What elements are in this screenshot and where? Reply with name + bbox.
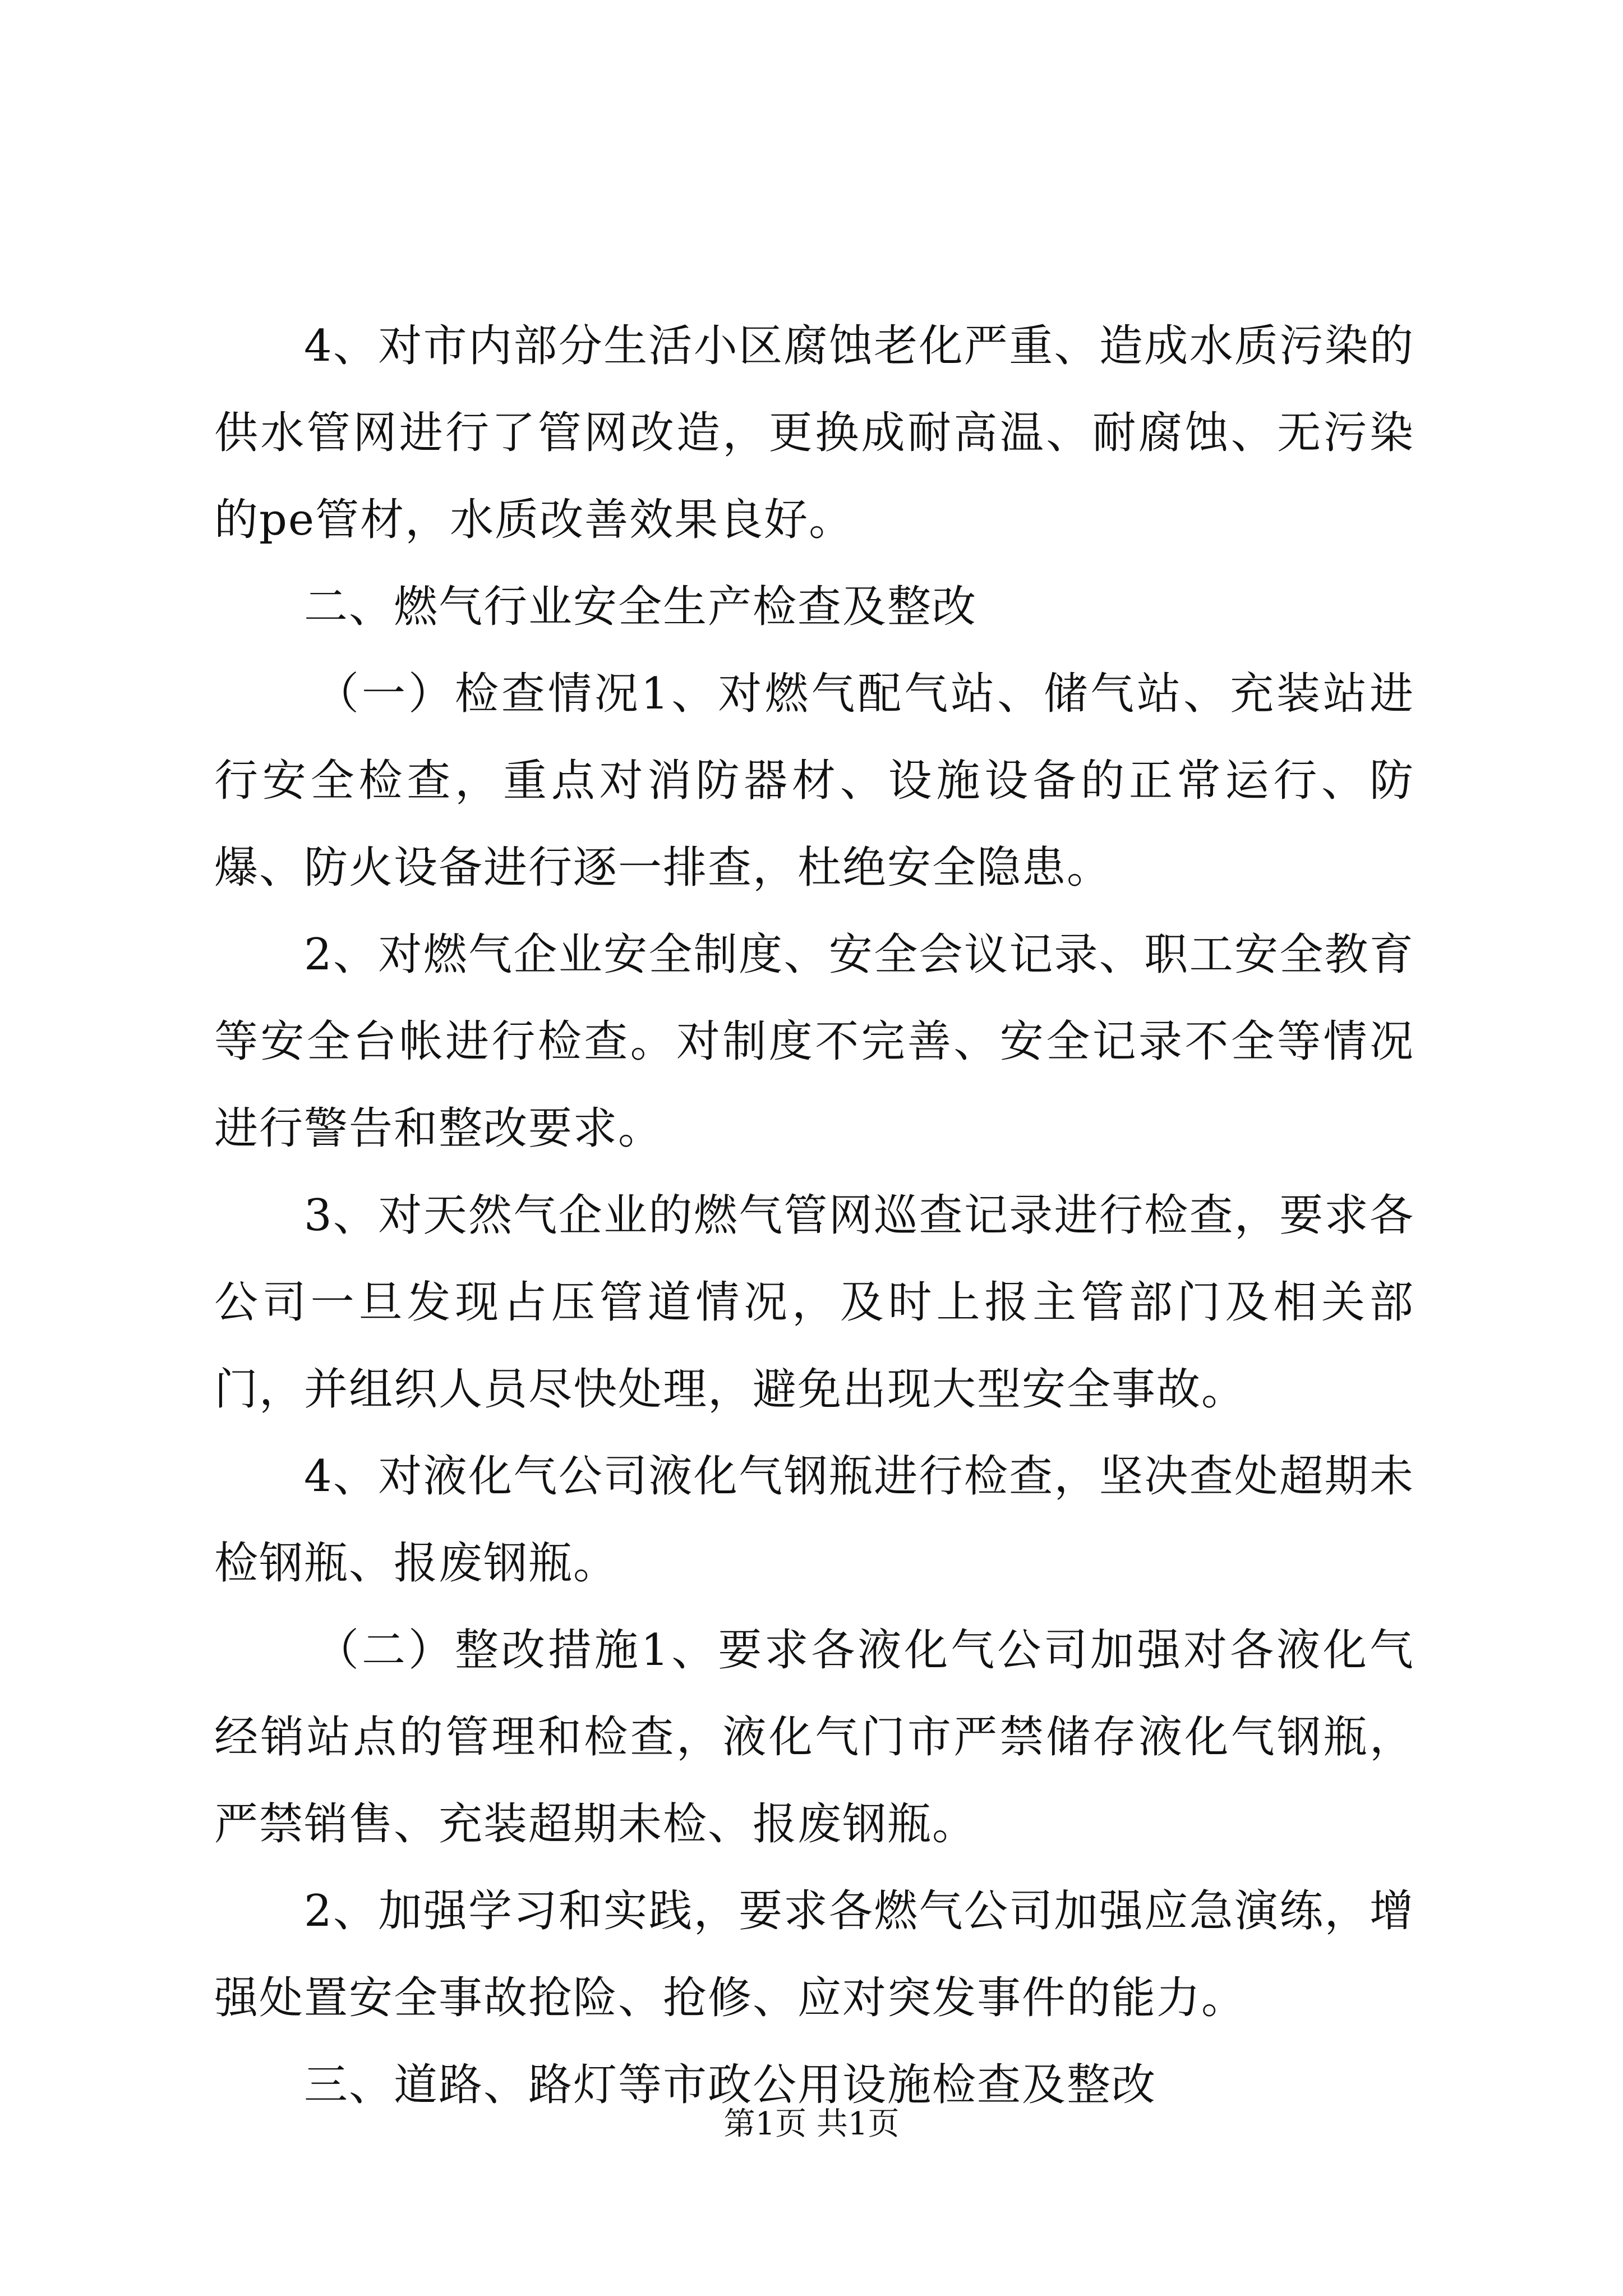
document-body xyxy=(214,303,1414,2129)
paragraph-rectification-measures: （二）整改措施1、要求各液化气公司加强对各液化气经销站点的管理和检查，液化气门市严禁储存液化气钢瓶，严禁销售、充装超期未检、报废钢瓶。 xyxy=(214,1625,1414,1849)
section-heading-gas-safety: 二、燃气行业安全生产检查及整改 xyxy=(304,582,978,632)
section-heading-municipal-facilities: 三、道路、路灯等市政公用设施检查及整改 xyxy=(304,2060,1157,2110)
paragraph-inspection-situation: （一）检查情况1、对燃气配气站、储气站、充装站进行安全检查，重点对消防器材、设施设备的正常运行、防爆、防火设备进行逐一排查，杜绝安全隐患。 xyxy=(214,669,1414,893)
paragraph-item-4-water-pipes: 4、对市内部分生活小区腐蚀老化严重、造成水质污染的供水管网进行了管网改造，更换成耐高温、耐腐蚀、无污染的pe管材，水质改善效果良好。 xyxy=(214,321,1414,545)
paragraph-item-2-safety-records: 2、对燃气企业安全制度、安全会议记录、职工安全教育等安全台帐进行检查。对制度不完善、安全记录不全等情况进行警告和整改要求。 xyxy=(214,930,1414,1154)
paragraph-item-2-emergency-drills: 2、加强学习和实践，要求各燃气公司加强应急演练，增强处置安全事故抢险、抢修、应对突发事件的能力。 xyxy=(214,1886,1414,2023)
paragraph-item-4-gas-cylinders: 4、对液化气公司液化气钢瓶进行检查，坚决查处超期未检钢瓶、报废钢瓶。 xyxy=(214,1451,1414,1589)
paragraph-item-3-pipeline-patrol: 3、对天然气企业的燃气管网巡查记录进行检查，要求各公司一旦发现占压管道情况，及时上报主管部门及相关部门，并组织人员尽快处理，避免出现大型安全事故。 xyxy=(214,1190,1414,1415)
page-number-footer: 第1页 共1页 xyxy=(723,2106,900,2142)
